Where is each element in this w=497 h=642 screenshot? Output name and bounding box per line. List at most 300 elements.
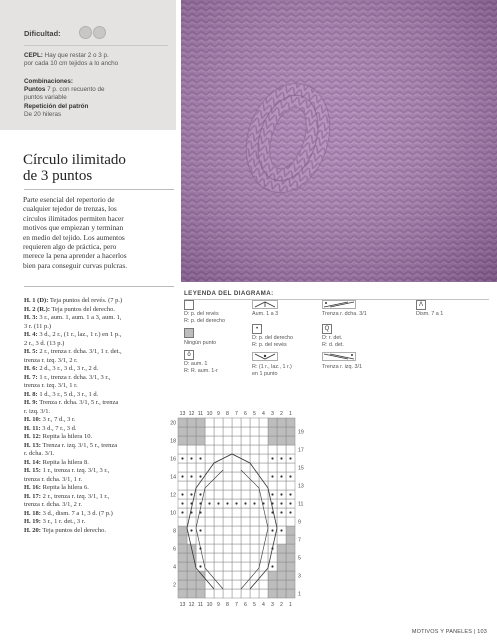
- chart-cell: [286, 580, 295, 589]
- row-instruction: [24, 493, 184, 502]
- chart-dot: [181, 475, 183, 477]
- chart-cell: [259, 571, 268, 580]
- decrease-symbol-icon: Λ: [416, 300, 426, 310]
- chart-cell: [277, 553, 286, 562]
- chart-col-label: 1: [289, 602, 292, 608]
- intro-divider: [24, 286, 174, 287]
- chart-row-label: 2: [173, 582, 176, 589]
- chart-col-label: 3: [271, 411, 274, 417]
- dot-square-icon: •: [252, 324, 262, 334]
- row-text: 1 r., trenza r. izq. 3/1, 3 r.,: [42, 467, 110, 474]
- row-instruction: [24, 340, 184, 349]
- info-divider: [24, 45, 168, 46]
- chart-cell: [223, 517, 232, 526]
- chart-row-label: 16: [170, 456, 176, 463]
- chart-cell: [214, 445, 223, 454]
- chart-cell: [250, 490, 259, 499]
- chart-col-label: 2: [280, 602, 283, 608]
- chart-row-label: 9: [298, 519, 301, 526]
- chart-cell: [250, 571, 259, 580]
- row-instructions: [24, 297, 184, 535]
- row-instruction: [24, 456, 184, 468]
- difficulty-circle-icon: [79, 26, 92, 39]
- chart-cell: [178, 580, 187, 589]
- chart-cell: [259, 589, 268, 598]
- chart-cell: [241, 526, 250, 535]
- chart-col-label: 8: [226, 411, 229, 417]
- intro-text: Parte esencial del repertorio de cualquier tejedor de trenzas, los círculos ilimitados permiten hacer motivos que empiezan y terminan en medio del tejido. Los aumentos requieren algo de práctica, pero merece la pena aprender a hacerlos bien para conseguir curvas pulcras.: [23, 195, 128, 270]
- chart-cell: [223, 463, 232, 472]
- row-text: Teja puntos del derecho.: [42, 526, 106, 534]
- chart-cell: [241, 454, 250, 463]
- chart-row-label: 8: [173, 528, 176, 535]
- chart-col-label: 4: [262, 411, 265, 417]
- chart-dot: [280, 529, 282, 531]
- row-instruction: [24, 382, 184, 391]
- chart-cell: [214, 589, 223, 598]
- chart-cell: [205, 553, 214, 562]
- chart-cell: [241, 481, 250, 490]
- row-instruction: [24, 323, 184, 332]
- chart-cell: [205, 490, 214, 499]
- chart-cell: [205, 508, 214, 517]
- row-label: H. 2 (R.):: [24, 305, 50, 313]
- chart-cell: [223, 418, 232, 427]
- chart-cell: [241, 472, 250, 481]
- chart-cell: [259, 454, 268, 463]
- chart-dot: [181, 457, 183, 459]
- chart-cell: [187, 427, 196, 436]
- chart-cell: [250, 535, 259, 544]
- chart-cell: [250, 526, 259, 535]
- chart-cell: [232, 445, 241, 454]
- chart-cell: [214, 472, 223, 481]
- difficulty-label: Dificultad:: [24, 29, 61, 38]
- chart-dot: [271, 493, 273, 495]
- row-text: 2 r., 3 d. (13 p.): [24, 339, 65, 347]
- chart-cell: [223, 490, 232, 499]
- row-instruction: [24, 467, 184, 476]
- chart-cell: [205, 445, 214, 454]
- chart-dot: [253, 502, 255, 504]
- row-text: 2 r., trenza r. dcha. 3/1, 1 r. det.,: [39, 348, 122, 355]
- chart-row-label: 4: [173, 564, 176, 571]
- chart-cell: [223, 535, 232, 544]
- chart-row-label: 10: [170, 510, 176, 517]
- row-instruction: [24, 357, 184, 366]
- row-label: H. 18:: [24, 509, 41, 517]
- row-label: H. 10:: [24, 416, 41, 423]
- chart-cell: [277, 580, 286, 589]
- row-label: H. 8:: [24, 390, 38, 398]
- chart-cell: [187, 589, 196, 598]
- page-footer: MOTIVOS Y PANELES | 103: [411, 629, 487, 635]
- chart-cell: [232, 436, 241, 445]
- row-label: H. 12:: [24, 433, 41, 440]
- chart-cell: [250, 517, 259, 526]
- chart-dot: [271, 475, 273, 477]
- chart-col-label: 5: [253, 602, 256, 608]
- chart-cell: [223, 508, 232, 517]
- chart-cell: [250, 589, 259, 598]
- chart-cell: [268, 589, 277, 598]
- chart-cell: [286, 517, 295, 526]
- chart-dot: [280, 502, 282, 504]
- row-instruction: [24, 391, 184, 400]
- chart-cell: [214, 517, 223, 526]
- chart-col-label: 7: [235, 602, 238, 608]
- row-text: Teja puntos del revés. (7 p.): [49, 297, 123, 304]
- row-label: H. 11:: [24, 424, 41, 432]
- chart-cell: [241, 535, 250, 544]
- chart-cell: [214, 454, 223, 463]
- chart-cell: [250, 544, 259, 553]
- chart-cell: [214, 535, 223, 544]
- chart-dot: [280, 457, 282, 459]
- row-label: H. 3:: [24, 314, 38, 321]
- chart-dot: [181, 502, 183, 504]
- combinaciones-block: Combinaciones: Puntos 7 p. con recuento de puntos variable Repetición del patrón De 20 hileras: [24, 78, 105, 118]
- chart-cell: [187, 571, 196, 580]
- chart-dot: [271, 457, 273, 459]
- chart-col-label: 13: [179, 602, 186, 608]
- chart-cell: [196, 418, 205, 427]
- chart-dot: [199, 529, 201, 531]
- chart-cell: [232, 418, 241, 427]
- row-instruction: [24, 425, 184, 434]
- chart-cell: [277, 562, 286, 571]
- row-text: 2 r., trenza r. izq. 3/1, 1 r.,: [42, 492, 110, 500]
- chart-cell: [187, 445, 196, 454]
- legend-tizq: Trenza r. izq. 3/1: [322, 364, 362, 370]
- chart-cell: [214, 436, 223, 445]
- chart-dot: [226, 502, 228, 504]
- chart-cell: [232, 535, 241, 544]
- chart-cell: [268, 418, 277, 427]
- row-text: Repita la hilera 6.: [42, 484, 89, 491]
- chart-cell: [205, 526, 214, 535]
- chart-cell: [205, 517, 214, 526]
- row-instruction: [24, 510, 184, 519]
- chart-cell: [205, 481, 214, 490]
- chart-cell: [268, 445, 277, 454]
- chart-cell: [178, 571, 187, 580]
- chart-dot: [217, 502, 219, 504]
- chart-dot: [199, 457, 201, 459]
- chart-cell: [286, 481, 295, 490]
- chart-cell: [241, 436, 250, 445]
- row-instruction: [24, 527, 184, 536]
- row-label: H. 17:: [24, 492, 41, 500]
- chart-cell: [277, 445, 286, 454]
- chart-cell: [214, 490, 223, 499]
- chart-cell: [259, 445, 268, 454]
- row-instruction: [24, 399, 184, 408]
- chart-dot: [271, 529, 273, 531]
- chart-cell: [286, 571, 295, 580]
- chart-cell: [178, 553, 187, 562]
- chart-cell: [241, 571, 250, 580]
- chart-row-label: 15: [298, 465, 304, 472]
- row-label: H. 5:: [24, 348, 38, 355]
- chart-dot: [235, 502, 237, 504]
- row-text: trenza r. dcha. 3/1, 1 r.: [24, 475, 82, 483]
- chart-cell: [232, 472, 241, 481]
- chart-dot: [190, 493, 192, 495]
- chart-dot: [271, 565, 273, 567]
- chart-col-label: 10: [206, 602, 213, 608]
- chart-cell: [250, 436, 259, 445]
- chart-cell: [232, 490, 241, 499]
- chart-dot: [289, 502, 291, 504]
- row-text: Trenza r. izq. 3/1, 5 r., trenza: [42, 441, 118, 449]
- row-label: H. 1 (D):: [24, 297, 49, 304]
- chart-cell: [205, 535, 214, 544]
- chart-cell: [277, 418, 286, 427]
- chart-cell: [178, 526, 187, 535]
- row-text: Trenza r. dcha. 3/1, 5 r., trenza: [39, 399, 119, 406]
- page-title: Círculo ilimitado de 3 puntos: [23, 152, 126, 184]
- chart-cell: [223, 427, 232, 436]
- chart-cell: [205, 418, 214, 427]
- chart-cell: [205, 589, 214, 598]
- increase-1-to-3-icon: [252, 300, 278, 309]
- chart-cell: [250, 481, 259, 490]
- chart-cell: [214, 571, 223, 580]
- chart-cell: [268, 535, 277, 544]
- row-instruction: [24, 433, 184, 442]
- row-text: r. izq. 3/1.: [24, 407, 51, 415]
- chart-cell: [178, 463, 187, 472]
- row-text: 3 d., dism. 7 a 1, 3 d. (7 p.): [42, 509, 113, 517]
- chart-cell: [241, 427, 250, 436]
- row-instruction: [24, 314, 184, 323]
- chart-cell: [187, 481, 196, 490]
- chart-dot: [181, 493, 183, 495]
- increase-symbol-icon: ô: [184, 350, 194, 360]
- chart-col-label: 11: [197, 411, 204, 417]
- chart-cell: [259, 535, 268, 544]
- chart-cell: [286, 544, 295, 553]
- row-text: trenza r. izq. 3/1, 2 r.: [24, 356, 78, 364]
- chart-cell: [277, 436, 286, 445]
- row-instruction: [24, 374, 184, 383]
- chart-cell: [178, 517, 187, 526]
- twisted-stitch-icon: Q: [322, 324, 332, 334]
- chart-cell: [259, 472, 268, 481]
- chart-cell: [214, 553, 223, 562]
- chart-cell: [214, 463, 223, 472]
- chart-cell: [277, 517, 286, 526]
- chart-row-label: 20: [170, 420, 176, 427]
- chart-cell: [286, 436, 295, 445]
- chart-cell: [277, 571, 286, 580]
- row-text: 3 r. (11 p.): [24, 322, 52, 330]
- chart-cell: [286, 553, 295, 562]
- chart-cell: [286, 445, 295, 454]
- legend-tdcha: Trenza r. dcha. 3/1: [322, 311, 367, 317]
- chart-cell: [250, 553, 259, 562]
- chart-row-label: 14: [170, 474, 176, 481]
- row-text: Teja puntos del derecho.: [51, 305, 115, 313]
- plain-square-icon: [184, 300, 194, 310]
- row-instruction: [24, 365, 184, 374]
- stitch-chart: [170, 408, 302, 608]
- chart-cell: [286, 526, 295, 535]
- chart-row-label: 1: [298, 591, 301, 598]
- chart-dot: [199, 565, 201, 567]
- chart-cell: [205, 427, 214, 436]
- row-text: 3 r., aum. 1, aum. 1 a 3, aum. 1,: [39, 314, 122, 321]
- chart-cell: [205, 436, 214, 445]
- row-label: H. 20:: [24, 526, 41, 534]
- chart-cell: [250, 418, 259, 427]
- chart-col-label: 2: [280, 411, 283, 417]
- row-text: 2 d., 3 r., 3 d., 3 r., 2 d.: [39, 365, 99, 372]
- chart-cell: [286, 562, 295, 571]
- row-label: H. 4:: [24, 331, 38, 338]
- chart-row-label: 18: [170, 438, 176, 445]
- chart-cell: [196, 445, 205, 454]
- row-text: 3 d., 2 r., (1 r., laz., 1 r.) en 1 p.,: [39, 331, 122, 338]
- row-label: H. 15:: [24, 467, 41, 474]
- legend-gray: Ningún punto: [184, 340, 217, 346]
- row-label: H. 6:: [24, 365, 38, 372]
- row-instruction: [24, 408, 184, 417]
- chart-cell: [277, 427, 286, 436]
- row-text: 3 r., 1 r. det., 3 r.: [42, 518, 86, 525]
- chart-cell: [214, 544, 223, 553]
- chart-cell: [259, 427, 268, 436]
- chart-cell: [187, 418, 196, 427]
- chart-cell: [196, 589, 205, 598]
- chart-cell: [250, 454, 259, 463]
- row-label: H. 13:: [24, 441, 41, 449]
- row-text: trenza r. dcha. 3/1, 2 r.: [24, 501, 82, 508]
- legend-dot: D: p. del derecho R: p. del revés: [252, 335, 294, 348]
- chart-cell: [241, 553, 250, 562]
- row-text: r. dcha. 3/1.: [24, 450, 55, 457]
- row-instruction: [24, 348, 184, 357]
- chart-row-label: 17: [298, 447, 304, 454]
- chart-cell: [196, 571, 205, 580]
- chart-cell: [250, 427, 259, 436]
- chart-cell: [277, 481, 286, 490]
- chart-cell: [286, 589, 295, 598]
- chart-col-label: 6: [244, 411, 247, 417]
- legend-det: D: r. det. R: d. det.: [322, 335, 344, 348]
- chart-cell: [268, 463, 277, 472]
- chart-col-label: 11: [197, 602, 204, 608]
- chart-col-label: 9: [217, 411, 220, 417]
- legend-aum13: Aum. 1 a 3: [252, 311, 279, 317]
- chart-cell: [277, 544, 286, 553]
- row-label: H. 7:: [24, 373, 38, 381]
- chart-cell: [241, 544, 250, 553]
- chart-cell: [178, 481, 187, 490]
- title-divider: [24, 189, 174, 190]
- chart-dot: [199, 475, 201, 477]
- chart-row-label: 5: [298, 555, 301, 562]
- chart-cell: [223, 436, 232, 445]
- chart-col-label: 1: [289, 411, 292, 417]
- row-instruction: [24, 450, 184, 459]
- chart-cell: [259, 436, 268, 445]
- info-box: [0, 0, 176, 130]
- chart-cell: [214, 526, 223, 535]
- chart-col-label: 6: [244, 602, 247, 608]
- gray-square-icon: [184, 328, 194, 338]
- legend-title: LEYENDA DEL DIAGRAMA:: [184, 290, 274, 297]
- chart-dot: [280, 493, 282, 495]
- row-instruction: [24, 476, 184, 485]
- chart-cell: [268, 436, 277, 445]
- chart-cell: [259, 463, 268, 472]
- chart-cell: [178, 436, 187, 445]
- difficulty-circle-icon: [93, 26, 106, 39]
- chart-cell: [232, 562, 241, 571]
- chart-cell: [232, 427, 241, 436]
- row-text: 1 r., trenza r. dcha. 3/1, 3 r.,: [39, 373, 111, 381]
- chart-dot: [199, 493, 201, 495]
- row-text: 3 r., 7 d., 3 r.: [42, 416, 76, 423]
- row-text: 1 d., 3 r., 5 d., 3 r., 1 d.: [39, 390, 99, 398]
- chart-cell: [223, 544, 232, 553]
- chart-dot: [181, 511, 183, 513]
- chart-cell: [232, 481, 241, 490]
- chart-dot: [280, 511, 282, 513]
- chart-col-label: 5: [253, 411, 256, 417]
- chart-cell: [178, 544, 187, 553]
- chart-col-label: 12: [188, 602, 195, 608]
- chart-cell: [250, 508, 259, 517]
- chart-cell: [223, 481, 232, 490]
- chart-cell: [277, 463, 286, 472]
- chart-cell: [241, 490, 250, 499]
- right-cross-cable-icon: [322, 300, 356, 309]
- chart-cell: [286, 535, 295, 544]
- chart-cell: [187, 463, 196, 472]
- chart-cell: [268, 571, 277, 580]
- chart-cell: [223, 562, 232, 571]
- chart-cell: [205, 571, 214, 580]
- row-text: Repita la hilera 8.: [42, 458, 89, 466]
- chart-cell: [214, 427, 223, 436]
- chart-cell: [187, 436, 196, 445]
- yarn-over-symbol-icon: [252, 352, 278, 361]
- row-instruction: [24, 484, 184, 493]
- chart-cell: [241, 589, 250, 598]
- chart-dot: [280, 475, 282, 477]
- chart-cell: [196, 535, 205, 544]
- chart-dot: [208, 502, 210, 504]
- legend-laz: R: (1 r., laz., 1 r.) en 1 punto: [252, 364, 292, 377]
- chart-cell: [232, 454, 241, 463]
- row-text: trenza r. izq. 3/1, 1 r.: [24, 382, 78, 389]
- chart-cell: [223, 472, 232, 481]
- row-instruction: [24, 297, 184, 306]
- row-instruction: [24, 331, 184, 340]
- knit-swatch-photo: [181, 0, 497, 282]
- chart-col-label: 9: [217, 602, 220, 608]
- chart-cell: [232, 589, 241, 598]
- chart-cell: [259, 418, 268, 427]
- legend-dism: Dism. 7 a 1: [416, 311, 444, 317]
- chart-cell: [223, 445, 232, 454]
- chart-dot: [190, 529, 192, 531]
- chart-cell: [259, 580, 268, 589]
- chart-cell: [214, 481, 223, 490]
